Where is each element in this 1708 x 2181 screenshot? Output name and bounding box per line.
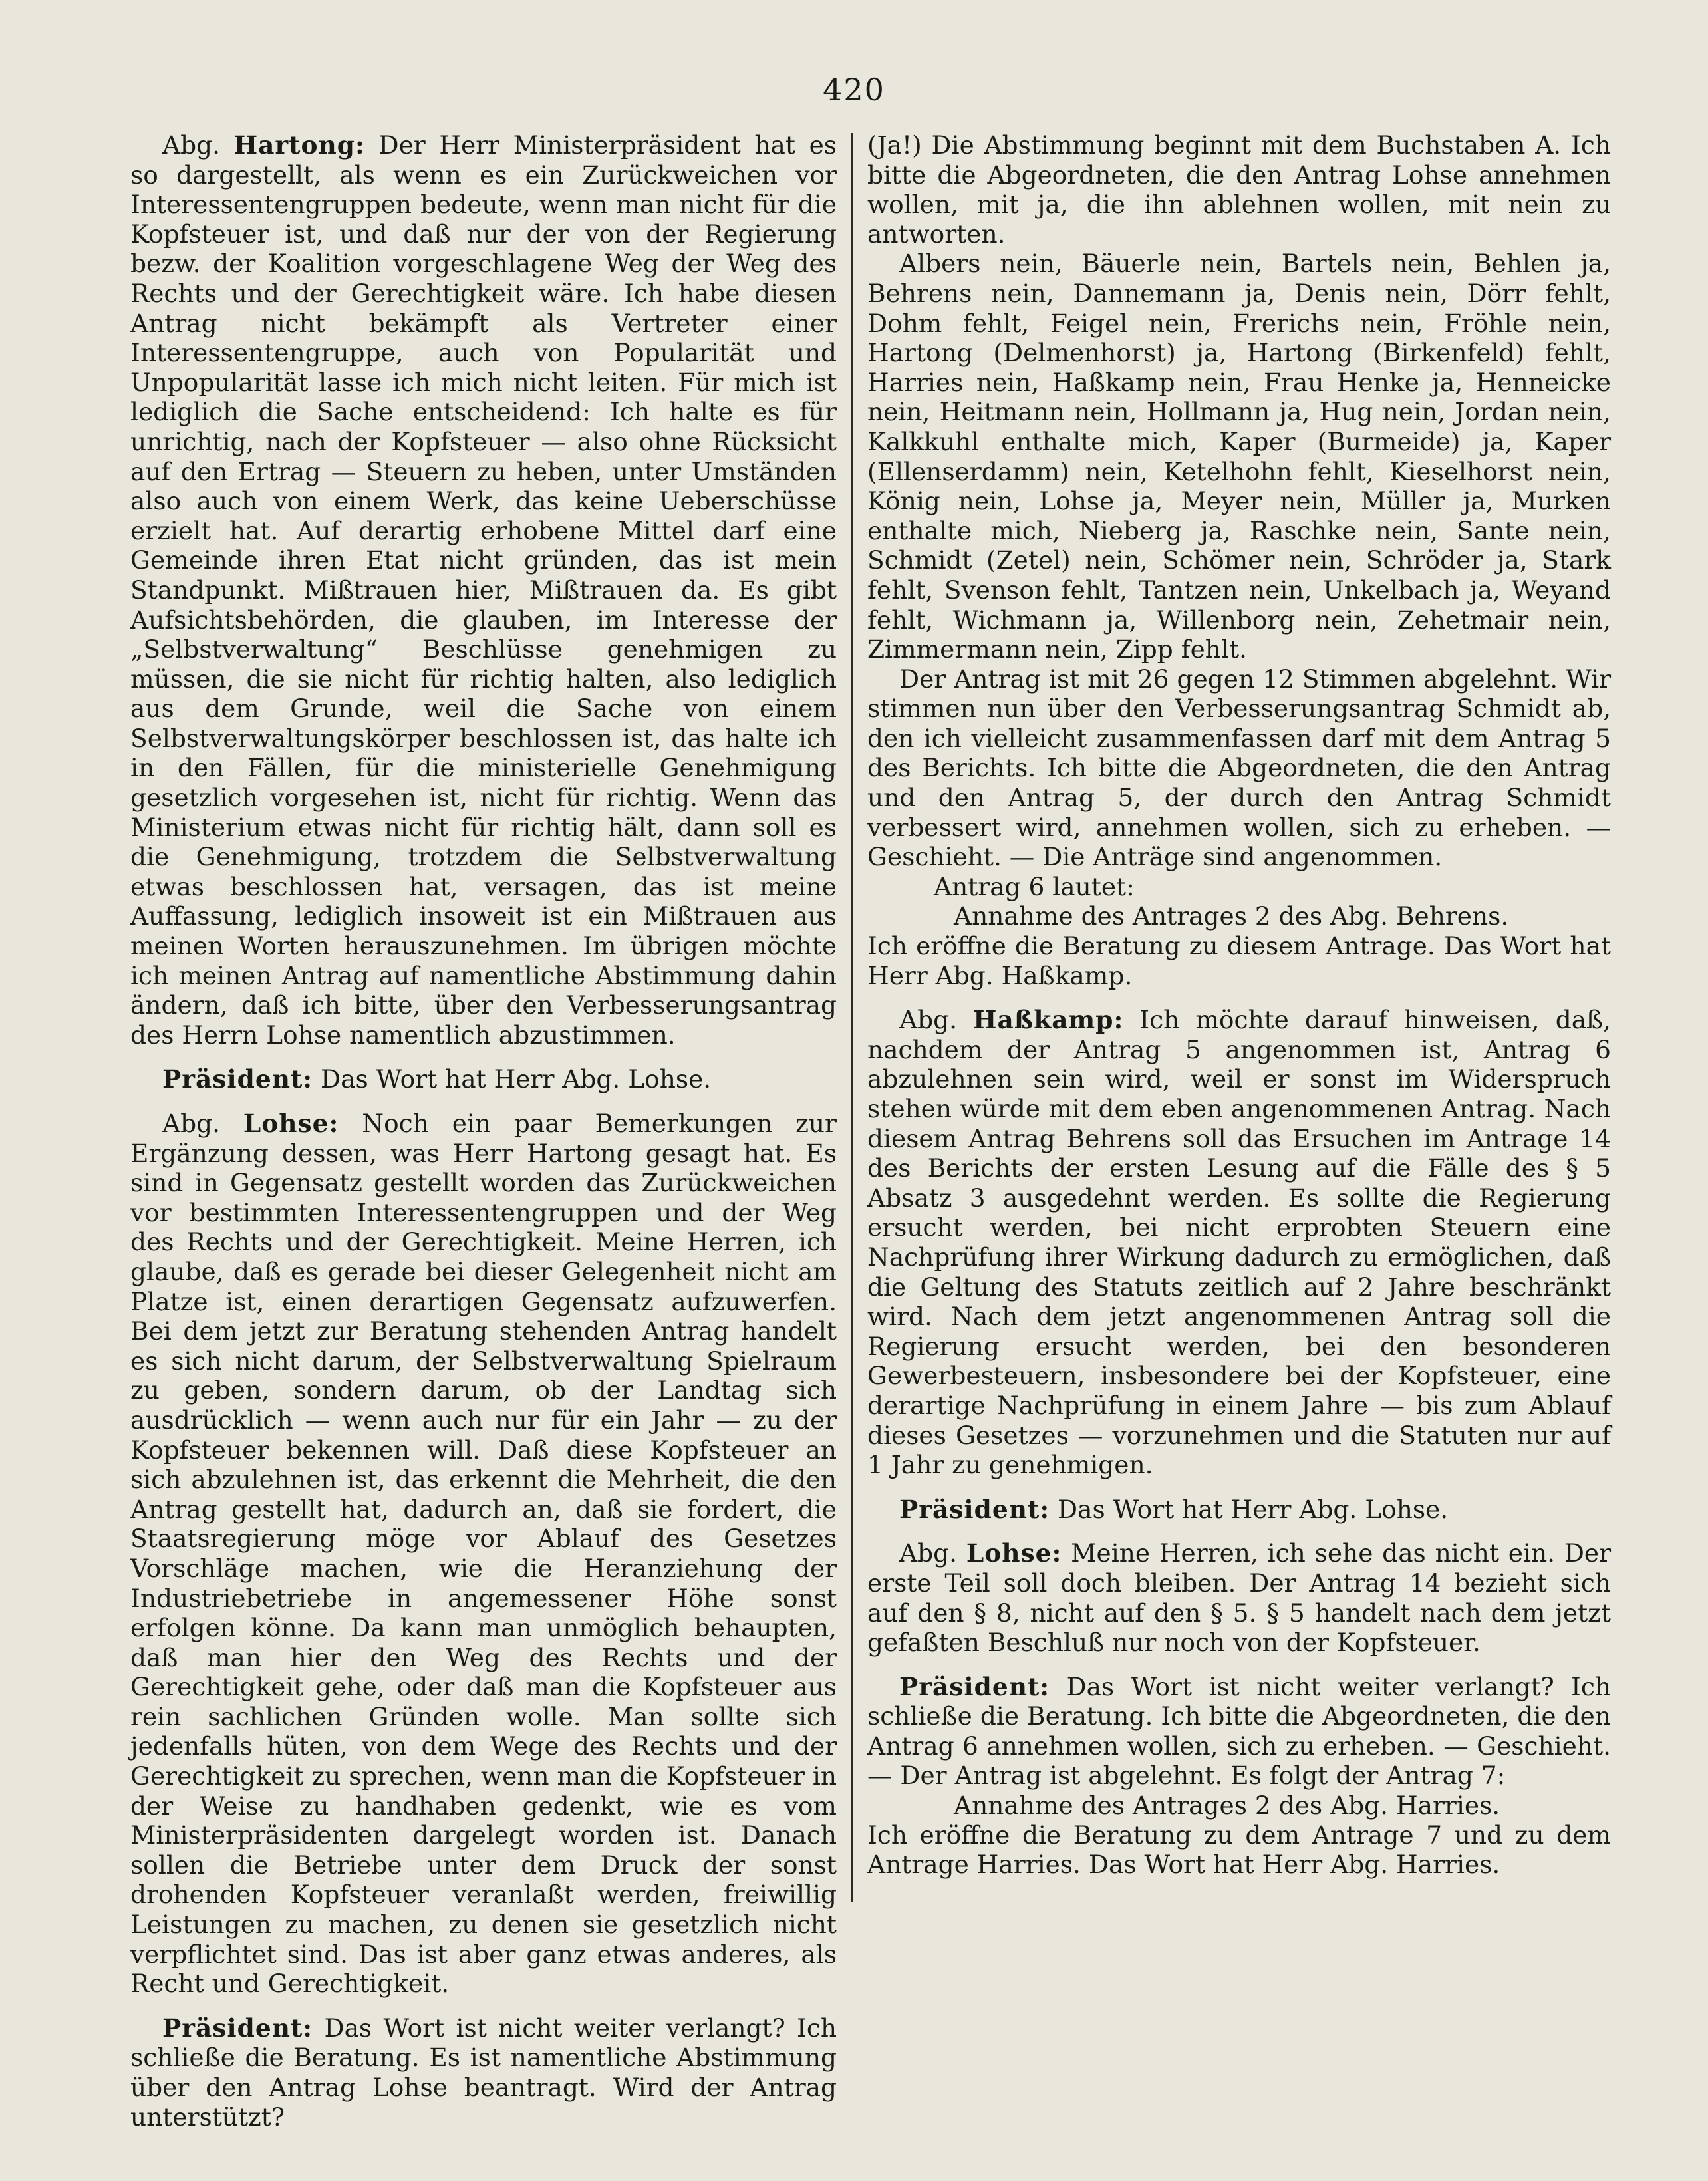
speech-praesident [867, 1495, 1611, 1525]
speaker-name: Haßkamp: [973, 1005, 1124, 1035]
speaker-prefix: Abg. [899, 1538, 958, 1568]
speech-hartong [130, 130, 837, 1050]
antrag6-label: Antrag 6 lautet: [934, 871, 1135, 901]
speech-hasskamp [867, 1005, 1611, 1480]
speech-praesident [867, 1672, 1611, 1791]
vote-result: Der Antrag ist mit 26 gegen 12 Stimmen abgelehnt. Wir stimmen nun über den Verbesserungsantrag Schmidt ab, den ich vielleicht zusammenfassen darf mit dem Antrag 5 des Berichts. Ich bitte die Abgeordneten, die den Antrag und den Antrag 5, der durch den Antrag Schmidt verbessert wird, annehmen wollen, sich zu erheben. — Geschieht. — Die Anträge sind angenommen. [867, 664, 1611, 872]
speech-text: Der Herr Ministerpräsident hat es so dargestellt, als wenn es ein Zurückweichen vor Interessentengruppen bedeute, wenn man nicht für die Kopfsteuer ist, und daß nur der von der Regierung bezw. der Koalition vorgeschlagene Weg der Weg des Rechts und der Gerechtigkeit wäre. Ich habe diesen Antrag nicht bekämpft als Vertreter einer Interessentengruppe, auch von Popularität und Unpopularität lasse ich mich nicht leiten. Für mich ist lediglich die Sache entscheidend: Ich halte es für unrichtig, nach der Kopfsteuer — also ohne Rücksicht auf den Ertrag — Steuern zu heben, unter Umständen also auch von einem Werk, das keine Ueberschüsse erzielt hat. Auf derartig erhobene Mittel darf eine Gemeinde ihren Etat nicht gründen, das ist mein Standpunkt. Mißtrauen hier, Mißtrauen da. Es gibt Aufsichtsbehörden, die glauben, im Interesse der „Selbstverwaltung“ Beschlüsse genehmigen zu müssen, die sie nicht für richtig halten, also lediglich aus dem Grunde, weil die Sache von einem Selbstverwaltungskörper beschlossen ist, das halte ich in den Fällen, für die ministerielle Genehmigung gesetzlich vorgesehen ist, nicht für richtig. Wenn das Ministerium etwas nicht für richtig hält, dann soll es die Genehmigung, trotzdem die Selbstverwaltung etwas beschlossen hat, versagen, das ist meine Auffassung, lediglich insoweit ist ein Mißtrauen aus meinen Worten herauszunehmen. Im übrigen möchte ich meinen Antrag auf namentliche Abstimmung dahin ändern, daß ich bitte, über den Verbesserungsantrag des Herrn Lohse namentlich abzustimmen. [130, 130, 837, 1050]
antrag6-open: Ich eröffne die Beratung zu diesem Antrage. Das Wort hat Herr Abg. Haßkamp. [867, 931, 1611, 990]
roll-call: Albers nein, Bäuerle nein, Bartels nein, Behlen ja, Behrens nein, Dannemann ja, Denis nein, Dörr fehlt, Dohm fehlt, Feigel nein, Frerichs nein, Fröhle nein, Hartong (Delmenhorst) ja, Hartong (Birkenfeld) fehlt, Harries nein, Haßkamp nein, Frau Henke ja, Henneicke nein, Heitmann nein, Hollmann ja, Hug nein, Jordan nein, Kalkkuhl enthalte mich, Kaper (Burmeide) ja, Kaper (Ellenserdamm) nein, Ketelhohn fehlt, Kieselhorst nein, König nein, Lohse ja, Meyer nein, Müller ja, Murken enthalte mich, Nieberg ja, Raschke nein, Sante nein, Schmidt (Zetel) nein, Schömer nein, Schröder ja, Stark fehlt, Svenson fehlt, Tantzen nein, Unkelbach ja, Weyand fehlt, Wichmann ja, Willenborg nein, Zehetmair nein, Zimmermann nein, Zipp fehlt. [867, 249, 1611, 664]
speaker-prefix: Abg. [899, 1005, 958, 1035]
page-number: 420 [823, 72, 885, 108]
speaker-prefix: Abg. [162, 1109, 221, 1138]
speaker-name: Präsident: [162, 2013, 313, 2043]
speech-text: Ich möchte darauf hinweisen, daß, nachdem der Antrag 5 angenommen ist, Antrag 6 abzulehnen sein wird, weil er sonst im Widerspruch stehen würde mit dem eben angenommenen Antrag. Nach diesem Antrag Behrens soll das Ersuchen im Antrage 14 des Berichts der ersten Lesung auf die Fälle des § 5 Absatz 3 ausgedehnt werden. Es sollte die Regierung ersucht werden, bei nicht erprobten Steuern eine Nachprüfung ihrer Wirkung dadurch zu ermöglichen, daß die Geltung des Statuts zeitlich auf 2 Jahre beschränkt wird. Nach dem jetzt angenommenen Antrag soll die Regierung ersucht werden, bei den besonderen Gewerbesteuern, insbesondere bei der Kopfsteuer, eine derartige Nachprüfung in einem Jahre — bis zum Ablauf dieses Gesetzes — vorzunehmen und die Statuten nur auf 1 Jahr zu genehmigen. [867, 1005, 1612, 1480]
speaker-name: Lohse: [243, 1109, 339, 1138]
speaker-prefix: Abg. [162, 130, 221, 160]
speech-praesident [130, 2013, 837, 2132]
vote-intro: (Ja!) Die Abstimmung beginnt mit dem Buchstaben A. Ich bitte die Abgeordneten, die den Antrag Lohse annehmen wollen, mit ja, die ihn ablehnen wollen, mit nein zu antworten. [867, 130, 1611, 249]
antrag6-text: Annahme des Antrages 2 des Abg. Behrens. [954, 901, 1509, 931]
speech-text: Das Wort hat Herr Abg. Lohse. [1058, 1494, 1449, 1524]
speaker-name: Präsident: [162, 1064, 313, 1094]
speech-text: Das Wort hat Herr Abg. Lohse. [321, 1064, 712, 1094]
speaker-name: Präsident: [899, 1494, 1050, 1524]
speech-praesident [130, 1064, 837, 1094]
left-column [130, 130, 837, 2132]
column-divider [851, 133, 853, 1902]
speech-text: Das Wort ist nicht weiter verlangt? Ich schließe die Beratung. Es ist namentliche Abstimmung über den Antrag Lohse beantragt. Wird der Antrag unterstützt? [130, 2013, 837, 2132]
speech-text: Meine Herren, ich sehe das nicht ein. Der erste Teil soll doch bleiben. Der Antrag 14 bezieht sich auf den § 8, nicht auf den § 5. § 5 handelt nach dem jetzt gefaßten Beschluß nur noch von der Kopfsteuer. [867, 1538, 1612, 1658]
antrag7-text: Annahme des Antrages 2 des Abg. Harries. [954, 1791, 1500, 1820]
right-column [867, 130, 1611, 1880]
antrag7-open: Ich eröffne die Beratung zu dem Antrage 7 und zu dem Antrage Harries. Das Wort hat Herr Abg. Harries. [867, 1820, 1611, 1880]
speaker-name: Lohse: [966, 1538, 1062, 1568]
speaker-name: Hartong: [233, 130, 365, 160]
speech-text: Das Wort ist nicht weiter verlangt? Ich schließe die Beratung. Ich bitte die Abgeordneten, die den Antrag 6 annehmen wollen, sich zu erheben. — Geschieht. — Der Antrag ist abgelehnt. Es folgt der Antrag 7: [867, 1672, 1611, 1791]
speaker-name: Präsident: [899, 1672, 1050, 1701]
speech-lohse [867, 1538, 1611, 1657]
speech-text: Noch ein paar Bemerkungen zur Ergänzung dessen, was Herr Hartong gesagt hat. Es sind in Gegensatz gestellt worden das Zurückweichen vor bestimmten Interessentengruppen und der Weg des Rechts und der Gerechtigkeit. Meine Herren, ich glaube, daß es gerade bei dieser Gelegenheit nicht am Platze ist, einen derartigen Gegensatz aufzuwerfen. Bei dem jetzt zur Beratung stehenden Antrag handelt es sich nicht darum, der Selbstverwaltung Spielraum zu geben, sondern darum, ob der Landtag sich ausdrücklich — wenn auch nur für ein Jahr — zu der Kopfsteuer bekennen will. Daß diese Kopfsteuer an sich abzulehnen ist, das erkennt die Mehrheit, die den Antrag gestellt hat, dadurch an, daß sie fordert, die Staatsregierung möge vor Ablauf des Gesetzes Vorschläge machen, wie die Heranziehung der Industriebetriebe in angemessener Höhe sonst erfolgen könne. Da kann man unmöglich behaupten, daß man hier den Weg des Rechts und der Gerechtigkeit gehe, oder daß man die Kopfsteuer aus rein sachlichen Gründen wolle. Man sollte sich jedenfalls hüten, von dem Wege des Rechts und der Gerechtigkeit zu sprechen, wenn man die Kopfsteuer in der Weise zu handhaben gedenkt, wie es vom Ministerpräsidenten dargelegt worden ist. Danach sollen die Betriebe unter dem Druck der sonst drohenden Kopfsteuer veranlaßt werden, freiwillig Leistungen zu machen, zu denen sie gesetzlich nicht verpflichtet sind. Das ist aber ganz etwas anderes, als Recht und Gerechtigkeit. [130, 1109, 837, 1999]
speech-lohse [130, 1109, 837, 1999]
